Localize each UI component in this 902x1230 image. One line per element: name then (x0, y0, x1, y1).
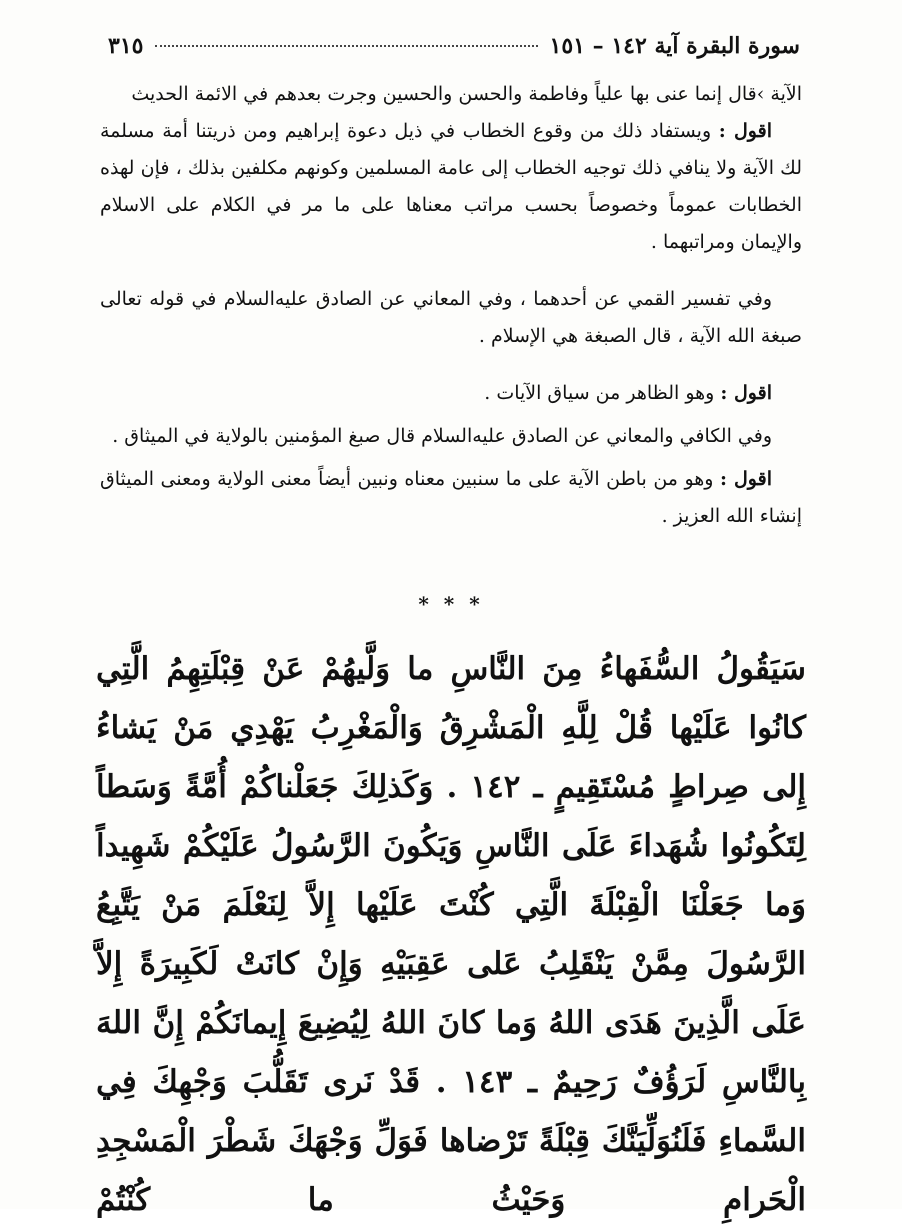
dotted-leader (155, 45, 537, 47)
paragraph-2-keyword: اقول : (718, 120, 772, 142)
running-header (108, 30, 800, 62)
paragraph-4-text: وهو الظاهر من سياق الآيات . (484, 382, 721, 404)
commentary-text (100, 76, 802, 535)
header-title: سورة البقرة آية ١٤٢ – ١٥١ (549, 33, 800, 59)
paragraph-4-keyword: اقول : (720, 382, 772, 404)
paragraph-1: الآية ›قال إنما عنى بها علياً وفاطمة والحسن والحسين وجرت بعدهم في الائمة الحديث (131, 83, 802, 105)
section-divider: * * * (418, 592, 484, 616)
paragraph-4 (100, 375, 802, 412)
paragraph-6-keyword: اقول : (719, 468, 772, 490)
page-number: ٣١٥ (108, 33, 144, 59)
paragraph-gap (100, 355, 802, 375)
paragraph-5: وفي الكافي والمعاني عن الصادق عليه‌السلام قال صبغ المؤمنين بالولاية في الميثاق . (112, 425, 772, 447)
paragraph-3: وفي تفسير القمي عن أحدهما ، وفي المعاني عن الصادق عليه‌السلام في قوله تعالى صبغة الله الآية ، قال الصبغة هي الإسلام . (100, 288, 802, 347)
paragraph-gap (100, 261, 802, 281)
paragraph-6-text: وهو من باطن الآية على ما سنبين معناه ونبين أيضاً معنى الولاية ومعنى الميثاق إنشاء الله العزيز . (100, 468, 802, 527)
paragraph-2-text: ويستفاد ذلك من وقوع الخطاب في ذيل دعوة إبراهيم ومن ذريتنا أمة مسلمة لك الآية ولا ينافي ذلك توجيه الخطاب إلى عامة المسلمين وكونهم مكلفين بذلك ، فإن لهذه الخطابات عموماً وخصوصاً بحسب مراتب معناها على ما مر في الكلام على الاسلام والإيمان ومراتبهما . (100, 120, 802, 253)
verse-block: سَيَقُولُ السُّفَهاءُ مِنَ النَّاسِ ما وَلَّيهُمْ عَنْ قِبْلَتِهِمُ الَّتِي كانُوا عَلَيْها قُلْ لِلَّهِ الْمَشْرِقُ وَالْمَغْرِبُ يَهْدِي مَنْ يَشاءُ إِلى صِراطٍ مُسْتَقِيمٍ ـ ١٤٢ . وَكَذلِكَ جَعَلْناكُمْ أُمَّةً وَسَطاً لِتَكُونُوا شُهَداءَ عَلَى النَّاسِ وَيَكُونَ الرَّسُولُ عَلَيْكُمْ شَهِيداً وَما جَعَلْنَا الْقِبْلَةَ الَّتِي كُنْتَ عَلَيْها إِلاَّ لِنَعْلَمَ مَنْ يَتَّبِعُ الرَّسُولَ مِمَّنْ يَنْقَلِبُ عَلى عَقِبَيْهِ وَإِنْ كانَتْ لَكَبِيرَةً إِلاَّ عَلَى الَّذِينَ هَدَى اللهُ وَما كانَ اللهُ لِيُضِيعَ إِيمانَكُمْ إِنَّ اللهَ بِالنَّاسِ لَرَؤُفٌ رَحِيمٌ ـ ١٤٣ . قَدْ نَرى تَقَلُّبَ وَجْهِكَ فِي السَّماءِ فَلَنُوَلِّيَنَّكَ قِبْلَةً تَرْضاها فَوَلِّ وَجْهَكَ شَطْرَ الْمَسْجِدِ الْحَرامِ وَحَيْثُ ما كُنْتُمْ (96, 651, 807, 1218)
paragraph-2 (100, 113, 802, 261)
paragraph-6 (100, 461, 802, 535)
quran-verses (96, 640, 806, 1230)
